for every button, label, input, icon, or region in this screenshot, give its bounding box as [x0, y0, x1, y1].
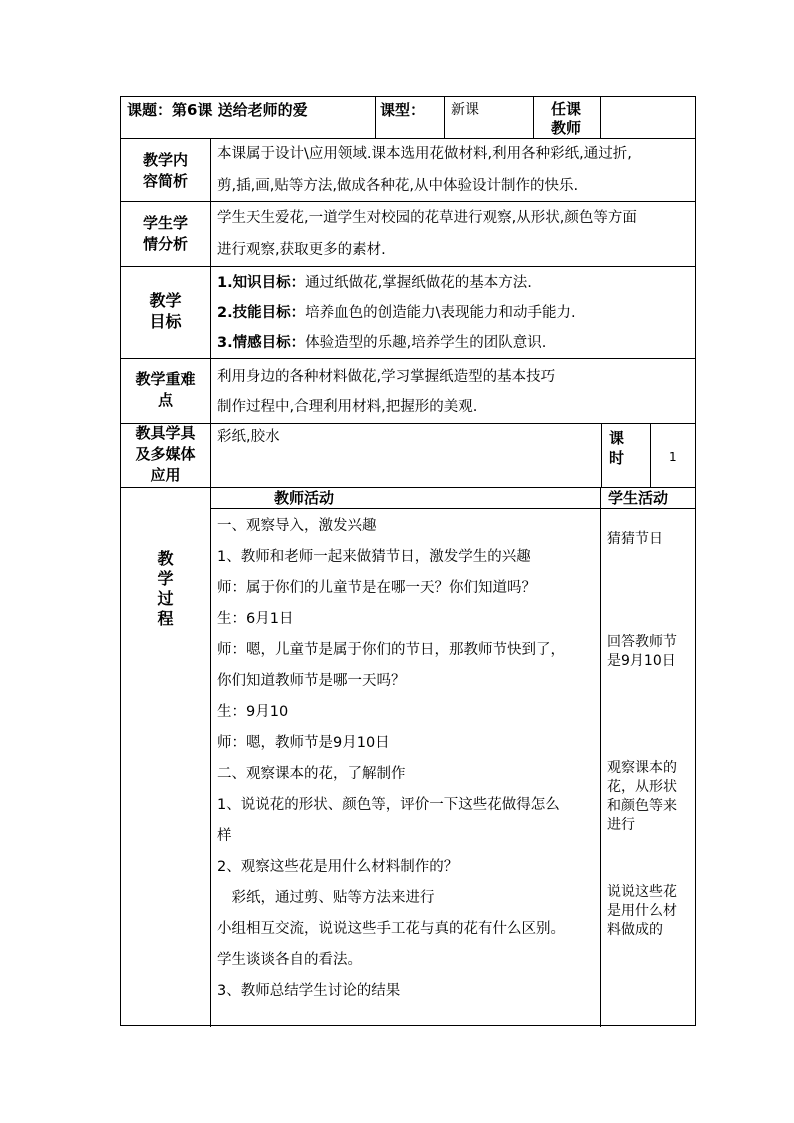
hours-label-2: 时: [609, 449, 625, 467]
row-divider: [121, 138, 695, 139]
student-activity-header: 学生活动: [608, 489, 669, 507]
student-analysis-line: 进行观察,获取更多的素材.: [217, 242, 386, 258]
topic-title: 课题：第6课 送给老师的爱: [127, 101, 308, 119]
col-divider: [533, 97, 534, 138]
col-divider: [375, 97, 376, 138]
teacher-line: 3、教师总结学生讨论的结果: [217, 983, 401, 999]
type-value: 新课: [451, 102, 479, 118]
teacher-line: 师：嗯，儿童节是属于你们的节日，那教师节快到了，: [217, 642, 565, 658]
teacher-line: 你们知道教师节是哪一天吗？: [217, 673, 406, 689]
teacher-line: 二、观察课本的花，了解制作: [217, 766, 406, 782]
row-divider: [210, 508, 695, 509]
teacher-line: 彩纸，通过剪、贴等方法来进行: [217, 890, 435, 906]
teacher-line: 1、说说花的形状、颜色等，评价一下这些花做得怎么: [217, 797, 560, 813]
hours-value: 1: [669, 450, 677, 464]
teacher-line: 师：属于你们的儿童节是在哪一天？你们知道吗？: [217, 580, 536, 596]
process-label: 教 学 过 程: [157, 549, 174, 628]
teacher-line: 师：嗯，教师节是9月10日: [217, 735, 390, 751]
content-analysis-line: 本课属于设计\应用领域.课本选用花做材料,利用各种彩纸,通过折,: [217, 146, 632, 162]
teacher-line: 小组相互交流，说说这些手工花与真的花有什么区别。: [217, 921, 565, 937]
hours-label-1: 课: [609, 429, 625, 447]
objectives-label: 教学 目标: [149, 291, 182, 331]
row-divider: [121, 266, 695, 267]
lesson-plan-table: [120, 96, 696, 1026]
content-analysis-line: 剪,插,画,贴等方法,做成各种花,从中体验设计制作的快乐.: [217, 178, 579, 194]
row-divider: [121, 201, 695, 202]
type-label: 课型：: [380, 101, 426, 119]
teacher-line: 1、教师和老师一起来做猜节日，激发学生的兴趣: [217, 549, 531, 565]
key-points-line: 制作过程中,合理利用材料,把握形的美观.: [217, 399, 478, 415]
media-label: 教具学具 及多媒体 应用: [135, 424, 196, 484]
objective-item-3: 3.情感目标：体验造型的乐趣,培养学生的团队意识.: [217, 335, 547, 351]
col-divider: [444, 97, 445, 138]
teacher-line: 生：6月1日: [217, 611, 294, 627]
teacher-line: 一、观察导入，激发兴趣: [217, 518, 377, 534]
media-value: 彩纸,胶水: [217, 429, 280, 445]
objective-item-2: 2.技能目标：培养血色的创造能力\表现能力和动手能力.: [217, 305, 576, 321]
key-points-label: 教学重难 点: [135, 370, 196, 409]
col-divider: [210, 138, 211, 1027]
col-divider: [600, 487, 601, 1027]
objective-item-1: 1.知识目标：通过纸做花,掌握纸做花的基本方法.: [217, 275, 532, 291]
teacher-line: 样: [217, 828, 232, 844]
student-analysis-line: 学生天生爱花,一道学生对校园的花草进行观察,从形状,颜色等方面: [217, 210, 637, 226]
teacher-line: 学生谈谈各自的看法。: [217, 952, 362, 968]
teacher-label-2: 教师: [551, 119, 582, 137]
student-note: 观察课本的 花，从形状 和颜色等来 进行: [607, 760, 677, 833]
teacher-label-1: 任课: [551, 100, 582, 118]
col-divider: [650, 423, 651, 487]
col-divider: [601, 423, 602, 487]
content-analysis-label: 教学内 容简析: [142, 151, 188, 190]
row-divider: [121, 358, 695, 359]
teacher-line: 2、观察这些花是用什么材料制作的？: [217, 859, 459, 875]
col-divider: [600, 97, 601, 138]
teacher-line: 生：9月10: [217, 704, 289, 720]
teacher-activity-header: 教师活动: [274, 489, 335, 507]
key-points-line: 利用身边的各种材料做花,学习掌握纸造型的基本技巧: [217, 369, 556, 385]
student-analysis-label: 学生学 情分析: [142, 214, 188, 253]
student-note: 说说这些花 是用什么材 料做成的: [607, 884, 677, 938]
student-note: 回答教师节 是9月10日: [607, 634, 677, 669]
student-note: 猜猜节日: [607, 531, 663, 547]
